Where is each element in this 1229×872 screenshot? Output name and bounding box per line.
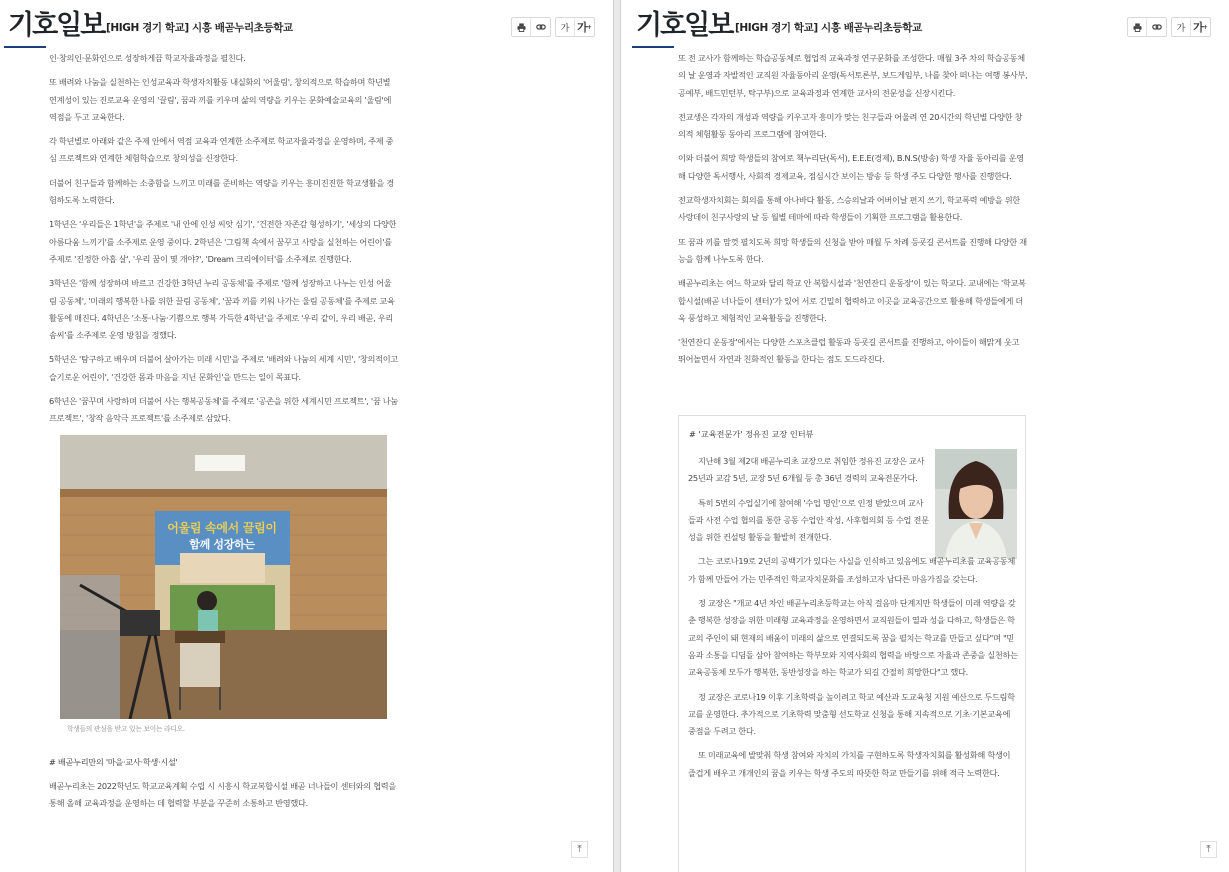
logo-underline bbox=[4, 46, 46, 48]
print-button[interactable] bbox=[1128, 18, 1147, 36]
article-paragraph: 1학년은 '우리들은 1학년'을 주제로 '내 안에 인성 씨앗 심기', '건전한 자존감 형성하기', '세상의 다양한 아름다움 느끼기'를 소주제로 운영 중이다. 2학년은 '그림책 속에서 꿈꾸고 사랑을 실천하는 어린이'를 주제로 '진정한 아홉 살', '우리 꿈이 몇 개야?', 'Dream 크리에이터'를 소주제로 진행한다. bbox=[49, 219, 397, 264]
article-paragraph: 5학년은 '탐구하고 배우며 더불어 살아가는 미래 시민'을 주제로 '배려와 나눔의 세계 시민', '창의적이고 슬기로운 어린이', '건강한 몸과 마음을 지닌 문화인'을 만드는 일이 목표다. bbox=[49, 354, 398, 382]
interview-paragraph: 그는 코로나19로 2년의 공백기가 있다는 사실을 인식하고 있음에도 배곧누리초를 교육공동체가 함께 만들어 가는 민주적인 학교자치문화를 조성하고자 남다른 마음가짐을 갖는다. bbox=[688, 556, 1015, 584]
article-body bbox=[678, 50, 1028, 376]
article-paragraph: 3학년은 '함께 성장하며 바르고 건강한 3학년 누리 공동체'를 주제로 '함께 성장하고 나누는 인성 어울림 공동체', '미래의 행복한 나를 위한 끌림 공동체', '꿈과 끼를 키워 나가는 울림 공동체'를 주제로 교육활동에 매진다. 4학년은 '소통·나눔·기쁨으로 행복 가득한 4학년'을 주제로 '우리 같이, 우리 배곧, 우리 솜씨'를 소주제로 운영 방침을 정했다. bbox=[49, 278, 395, 341]
header-bar bbox=[0, 0, 613, 48]
share-tool-group bbox=[1127, 17, 1167, 37]
right-article-pane bbox=[620, 0, 1229, 872]
link-icon bbox=[1152, 23, 1162, 31]
photo-caption: 학생들의 관심을 받고 있는 보이는 라디오. bbox=[67, 724, 185, 733]
article-paragraph: 배곧누리초는 2022학년도 학교교육계획 수립 시 시흥시 학교복합시설 배곧 너나들이 센터와의 협력을 통해 올해 교육과정을 운영하는 데 협력할 부분을 꾸준히 소통하고 반영했다. bbox=[49, 780, 397, 809]
interview-paragraph: 또 미래교육에 발맞춰 학생 참여와 자치의 가치를 구현하도록 학생자치회를 활성화해 학생이 즐겁게 배우고 개개인의 꿈을 키우는 학생 주도의 따뜻한 학교 만들기를 위해 적극 노력한다. bbox=[688, 750, 1011, 778]
font-increase-label: 가 bbox=[1193, 21, 1204, 34]
article-body bbox=[49, 50, 398, 820]
share-tool-group bbox=[511, 17, 551, 37]
plus-icon: + bbox=[586, 23, 592, 31]
copy-link-button[interactable] bbox=[531, 18, 550, 36]
copy-link-button[interactable] bbox=[1147, 18, 1166, 36]
article-paragraph: 더불어 친구들과 함께하는 소중함을 느끼고 미래를 준비하는 역량을 키우는 흥미진진한 학교생활을 경험하도록 노력한다. bbox=[49, 177, 394, 206]
scroll-top-button[interactable] bbox=[1200, 841, 1217, 858]
interview-body bbox=[688, 453, 1018, 789]
article-paragraph: 인·창의인·문화인으로 성장하게끔 학교자율과정을 펼친다. bbox=[49, 53, 246, 63]
scroll-top-button[interactable] bbox=[571, 841, 588, 858]
article-paragraph: 6학년은 '꿈꾸며 사랑하며 더불어 사는 행복공동체'를 주제로 '공존을 위한 세계시민 프로젝트', '꿈 나눔 프로젝트', '창작 음악극 프로젝트'를 소주제로 삼았다. bbox=[49, 396, 398, 424]
article-paragraph: 이와 더불어 희망 학생들의 참여로 책누리단(독서), E.E.E(경제), B.N.S(방송) 학생 자율 동아리를 운영해 다양한 독서행사, 사회적 경제교육, 점심시간 보이는 방송 등 학생 주도 다양한 행사를 진행한다. bbox=[678, 153, 1024, 181]
article-photo[interactable] bbox=[60, 435, 387, 719]
banner-text-1: 어울림 속에서 끌림이 bbox=[167, 520, 277, 535]
arrow-up-icon: ⤒ bbox=[577, 844, 582, 855]
article-paragraph: 배곧누리초는 여느 학교와 달리 학교 안 복합시설과 '천연잔디 운동장'이 있는 학교다. 교내에는 '학교복합시설(배곧 너나들이 센터)'가 있어 서로 긴밀히 협력하고 이곳을 교육공간으로 활용해 학생들에게 더욱 풍성하고 체험적인 교육활동을 진행한다. bbox=[678, 278, 1026, 323]
font-decrease-button[interactable]: 가 bbox=[556, 18, 575, 36]
logo-underline bbox=[632, 46, 674, 48]
font-increase-label: 가 bbox=[577, 21, 588, 34]
interview-paragraph: 정 교장은 코로나19 이후 기초학력을 높이려고 학교 예산과 도교육청 지원 예산으로 두드림학교를 운영한다. 추가적으로 기초학력 맞춤형 선도학교 신청을 통해 지속적으로 기초·기본교육에 중점을 두려고 한다. bbox=[688, 691, 1015, 737]
interview-paragraph: 정 교장은 "개교 4년 차인 배곧누리초등학교는 아직 걸음마 단계지만 학생들이 미래 역량을 갖춘 행복한 성장을 위한 미래형 교육과정을 운영하면서 교직원들이 열과 성을 다하고, 학생들은 학교의 주인이 돼 현재의 배움이 미래의 삶으로 연결되도록 꿈을 펼치는 학교를 만들고 싶다"며 "믿음과 소통을 디딤돌 삼아 참여하는 학부모와 지역사회의 협력을 바탕으로 자율과 존중을 실천하는 교육공동체 모두가 행복한, 동반성장을 하는 학교가 되길 간절히 희망한다"고 했다. bbox=[688, 598, 1018, 678]
print-icon bbox=[1133, 23, 1142, 32]
interview-box bbox=[678, 415, 1026, 872]
radio-studio-photo bbox=[60, 435, 387, 719]
link-icon bbox=[536, 23, 546, 31]
article-paragraph: 또 전 교사가 함께하는 학습공동체로 협업적 교육과정 연구문화를 조성한다. 매월 3주 차의 학습공동체의 날 운영과 자발적인 교직원 자율동아리 운영(독서토론부, 보드게임부, 나를 찾아 떠나는 여행 봉사부, 공예부, 배드민턴부, 탁구부)으로 교육과정과 연계한 교사의 전문성을 신장시킨다. bbox=[678, 53, 1028, 98]
print-button[interactable] bbox=[512, 18, 531, 36]
site-logo[interactable]: 기호일보 bbox=[8, 10, 105, 41]
article-paragraph: 전교생은 각자의 개성과 역량을 키우고자 흥미가 맞는 친구들과 어울려 연 20시간의 학년별 다양한 창의적 체험활동 동아리 프로그램에 참여한다. bbox=[678, 111, 1023, 140]
font-decrease-button[interactable]: 가 bbox=[1172, 18, 1191, 36]
article-section-title: [HIGH 경기 학교] 시흥 배곧누리초등학교 bbox=[106, 22, 293, 34]
arrow-up-icon: ⤒ bbox=[1206, 844, 1211, 855]
article-paragraph: 전교학생자치회는 회의를 통해 아나바다 활동, 스승의날과 어버이날 편지 쓰기, 학교폭력 예방을 위한 사랑데이 친구사랑의 날 등 월별 테마에 따라 학생들이 기획한 프로그램을 활용한다. bbox=[678, 195, 1020, 223]
interview-title: # '교육전문가' 정유진 교장 인터뷰 bbox=[689, 429, 814, 439]
section-subhead: # 배곧누리만의 '마을·교사·학생·시설' bbox=[49, 756, 178, 767]
article-paragraph: 또 배려와 나눔을 실천하는 인성교육과 학생자치활동 내실화의 '어울림', 창의적으로 학습하며 학년별 연계성이 있는 진로교육 운영의 '끌림', 꿈과 끼를 키우며 삶의 역량을 키우는 문화예술교육의 '울림'에 역점을 두고 교육한다. bbox=[49, 77, 392, 122]
header-bar bbox=[621, 0, 1229, 48]
plus-icon: + bbox=[1202, 23, 1208, 31]
font-increase-button[interactable] bbox=[1191, 18, 1210, 36]
banner-text-2: 함께 성장하는 bbox=[189, 537, 255, 551]
article-tools bbox=[511, 17, 595, 37]
font-increase-button[interactable] bbox=[575, 18, 594, 36]
article-tools bbox=[1127, 17, 1211, 37]
site-logo[interactable]: 기호일보 bbox=[636, 10, 733, 41]
article-paragraph: '천연잔디 운동장'에서는 다양한 스포츠클럽 활동과 등굣길 콘서트를 진행하고, 아이들이 해맑게 웃고 뛰어놀면서 자연과 친화적인 활동을 한다는 점도 도드라진다. bbox=[678, 337, 1020, 365]
interview-paragraph: 특히 5번의 수업실기에 참여해 '수업 명인'으로 인정 받았으며 교사들과 사전 수업 협의를 통한 공동 수업안 작성, 사후협의회 등 수업 전문성을 위한 컨설팅 활동을 활발히 전개한다. bbox=[688, 497, 929, 543]
left-article-pane bbox=[0, 0, 614, 872]
font-size-group bbox=[1171, 17, 1211, 37]
article-paragraph: 또 꿈과 끼를 맘껏 펼치도록 희망 학생들의 신청을 받아 매월 두 차례 등굣길 콘서트를 진행해 다양한 재능을 함께 나누도록 한다. bbox=[678, 236, 1027, 264]
article-section-title: [HIGH 경기 학교] 시흥 배곧누리초등학교 bbox=[735, 22, 922, 34]
article-paragraph: 각 학년별로 아래와 같은 주제 안에서 역점 교육과 연계한 소주제로 학교자율과정을 운영하며, 주제 중심 프로젝트와 연계한 체험학습으로 창의성을 신장한다. bbox=[49, 136, 394, 164]
print-icon bbox=[517, 23, 526, 32]
interview-paragraph: 지난해 3월 제2대 배곧누리초 교장으로 취임한 정유진 교장은 교사 25년과 교감 5년, 교장 5년 6개월 등 총 36년 경력의 교육전문가다. bbox=[688, 456, 925, 484]
font-size-group bbox=[555, 17, 595, 37]
